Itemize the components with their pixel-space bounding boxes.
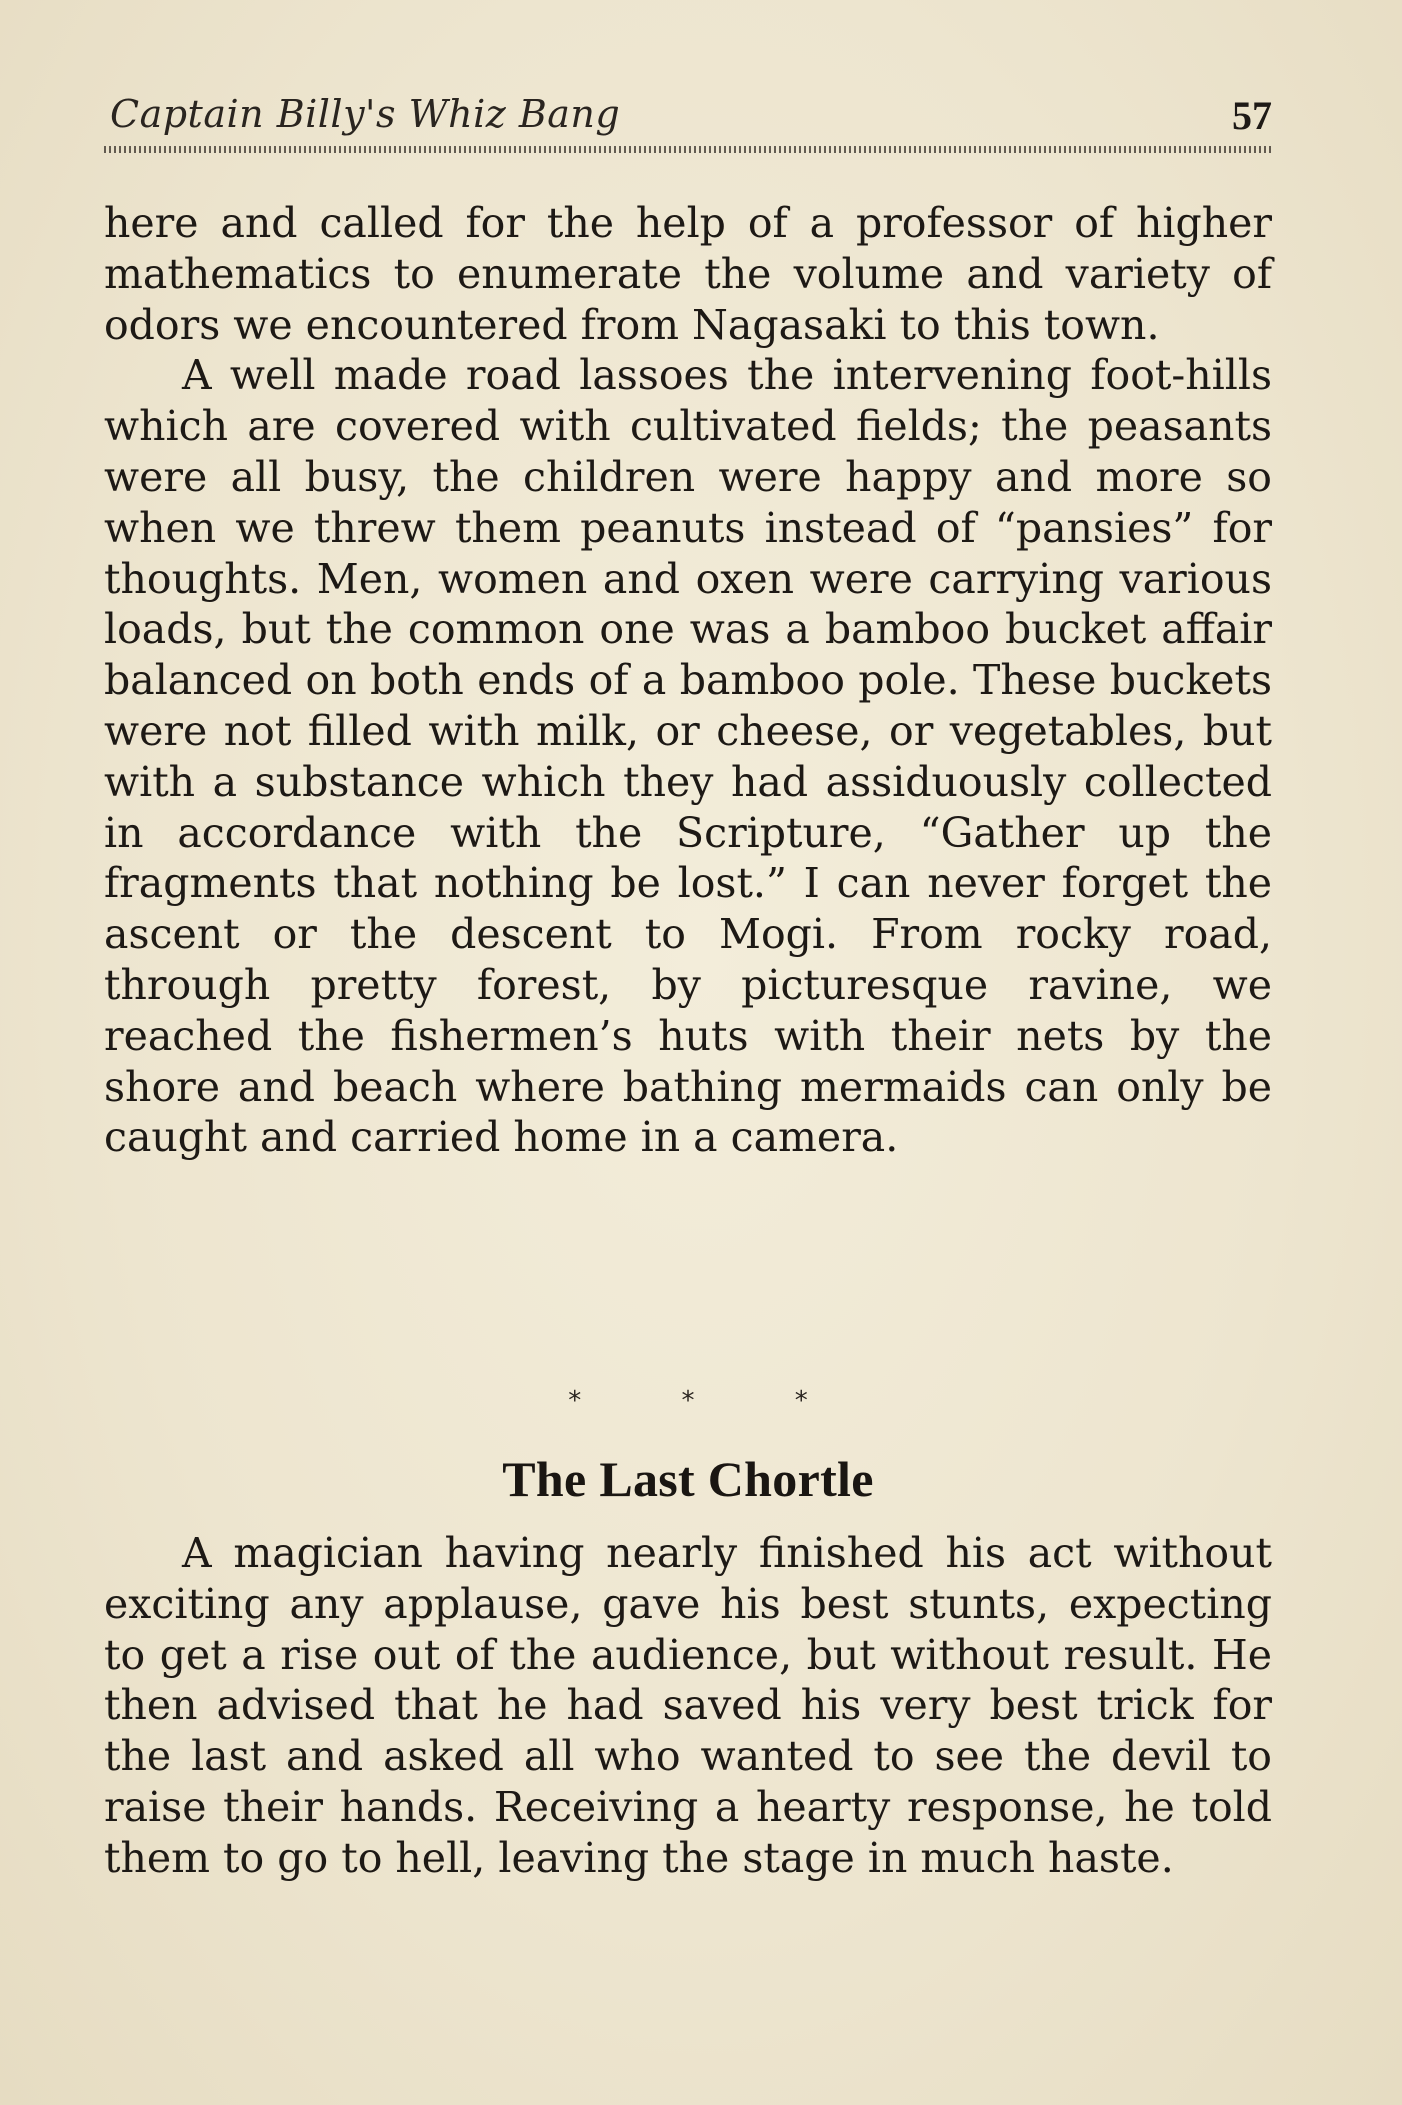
section-heading: The Last Chortle [502, 1451, 874, 1507]
header-dotted-rule [104, 146, 1272, 153]
paragraph-mogi-road: A well made road lassoes the intervening foot-hills which are covered with cultivated fields; the peasants were all busy, the children were happy and more so when we threw them peanuts instead of “pansies” for thoughts. Men, women and oxen were carrying various loads, but the common one was a bamboo bucket affair balanced on both ends of a bamboo pole. These buckets were not filled with milk, or cheese, or vegetables, but with a substance which they had assiduously collected in accordance with the Scripture, “Gather up the fragments that nothing be lost.” I can never forget the ascent or the descent to Mogi. From rocky road, through pretty forest, by picturesque ravine, we reached the fishermen’s huts with their nets by the shore and beach where bathing mermaids can only be caught and carried home in a camera. [104, 351, 1272, 1162]
section-separator: * * * [568, 1386, 854, 1416]
page-number: 57 [1232, 93, 1272, 138]
running-title: Captain Billy's Whiz Bang [110, 92, 621, 136]
page-header [104, 92, 1272, 140]
article-continued [104, 198, 1272, 1163]
paragraph-continued: here and called for the help of a professor of higher mathematics to enumerate the volume and variety of odors we encountered from Nagasaki to this town. [104, 199, 1272, 349]
joke-article [104, 1528, 1272, 1884]
paragraph-magician: A magician having nearly finished his act without exciting any applause, gave his best stunts, expecting to get a rise out of the audience, but without result. He then advised that he had saved his very best trick for the last and asked all who wanted to see the devil to raise their hands. Receiving a hearty response, he told them to go to hell, leaving the stage in much haste. [104, 1529, 1272, 1882]
